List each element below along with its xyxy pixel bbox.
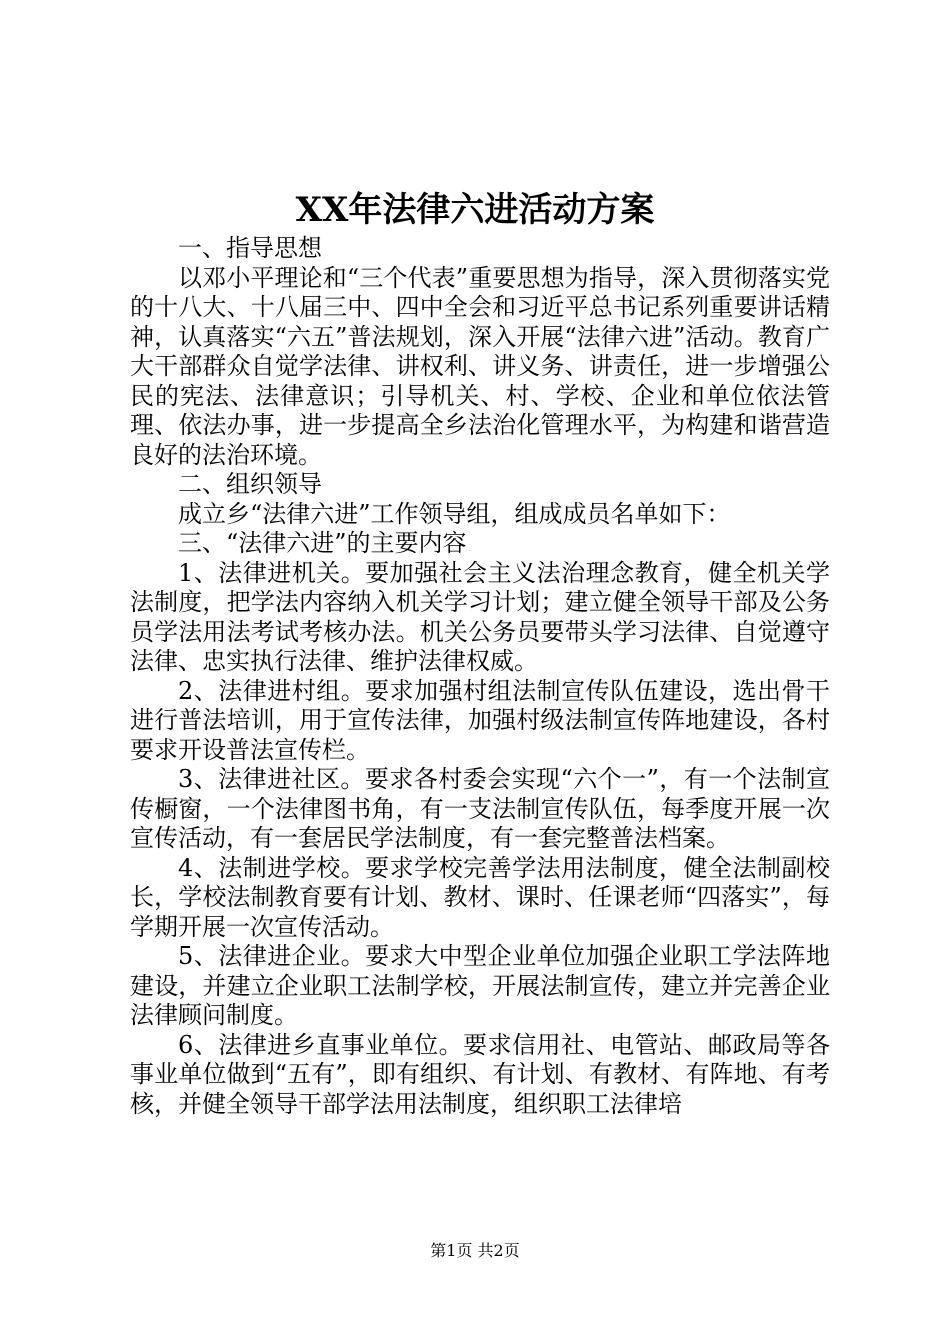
paragraph-item-2: 2、法律进村组。要求加强村组法制宣传队伍建设，选出骨干进行普法培训，用于宣传法律，加强村级法制宣传阵地建设，各村要求开设普法宣传栏。 (130, 676, 830, 764)
paragraph-item-6: 6、法律进乡直事业单位。要求信用社、电管站、邮政局等各事业单位做到“五有”，即有组织、有计划、有教材、有阵地、有考核，并健全领导干部学法用法制度，组织职工法律培 (130, 1030, 830, 1118)
section-heading-guiding-ideology: 一、指导思想 (178, 234, 322, 262)
paragraph-item-4: 4、法制进学校。要求学校完善学法用法制度，健全法制副校长，学校法制教育要有计划、教材、课时、任课老师“四落实”，每学期开展一次宣传活动。 (130, 853, 830, 941)
section-heading-organization: 二、组织领导 (178, 470, 322, 498)
paragraph-item-3: 3、法律进社区。要求各村委会实现“六个一”，有一个法制宣传橱窗，一个法律图书角，有一支法制宣传队伍，每季度开展一次宣传活动，有一套居民学法制度，有一套完整普法档案。 (130, 765, 830, 852)
document-title: XX年法律六进活动方案 (295, 190, 655, 230)
page-footer: 第1页 共2页 (430, 1241, 520, 1260)
document-body (130, 234, 830, 1119)
paragraph-item-1: 1、法律进机关。要加强社会主义法治理念教育，健全机关学法制度，把学法内容纳入机关学习计划；建立健全领导干部及公务员学法用法考试考核办法。机关公务员要带头学习法律、自觉遵守法律、忠实执行法律、维护法律权威。 (130, 558, 830, 675)
paragraph-organization: 成立乡“法律六进”工作领导组，组成成员名单如下： (178, 499, 731, 528)
paragraph-item-5: 5、法律进企业。要求大中型企业单位加强企业职工学法阵地建设，并建立企业职工法制学校，开展法制宣传，建立并完善企业法律顾问制度。 (130, 942, 830, 1029)
section-heading-main-content: 三、“法律六进”的主要内容 (178, 529, 467, 557)
paragraph-guiding-ideology: 以邓小平理论和“三个代表”重要思想为指导，深入贯彻落实党的十八大、十八届三中、四中全会和习近平总书记系列重要讲话精神，认真落实“六五”普法规划，深入开展“法律六进”活动。教育广大干部群众自觉学法律、讲权利、讲义务、讲责任，进一步增强公民的宪法、法律意识；引导机关、村、学校、企业和单位依法管理、依法办事，进一步提高全乡法治化管理水平，为构建和谐营造良好的法治环境。 (130, 263, 830, 469)
